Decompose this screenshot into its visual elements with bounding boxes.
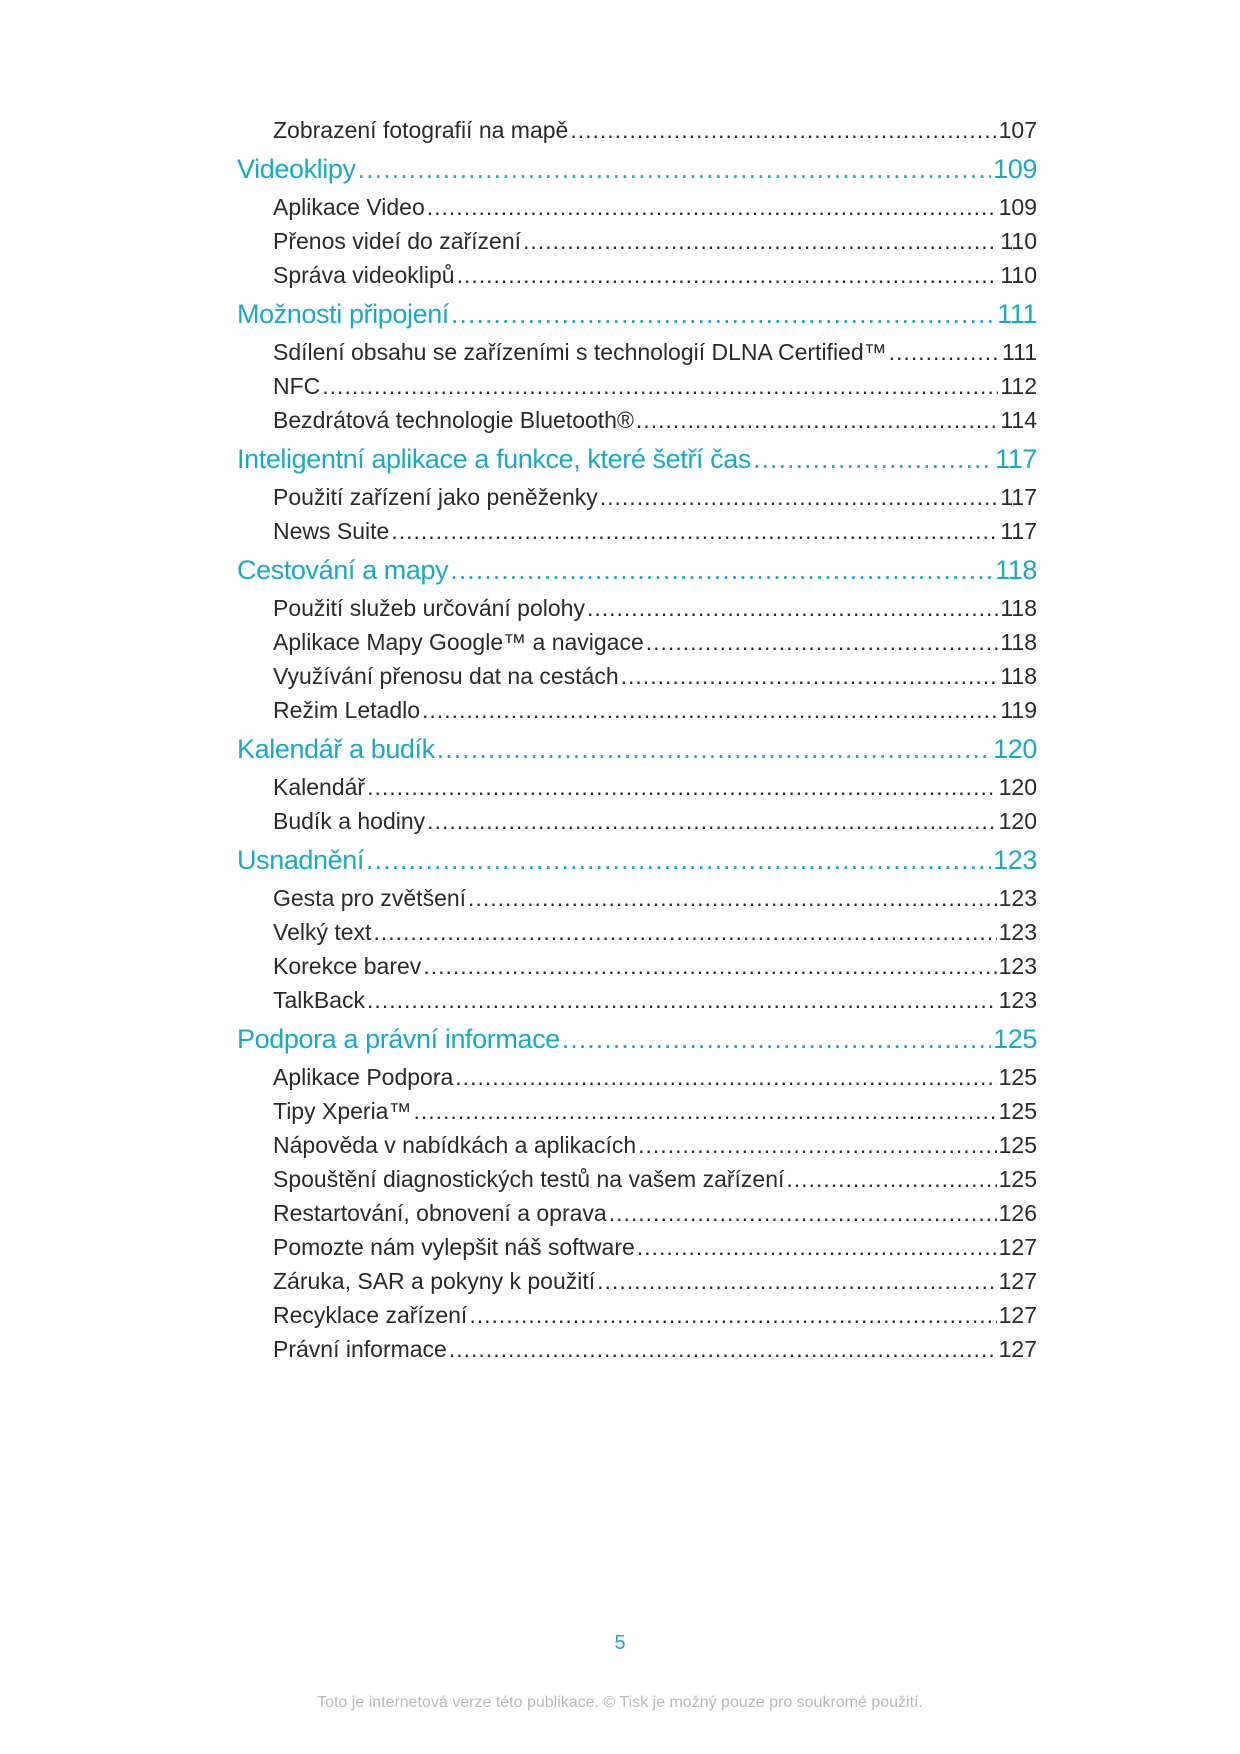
toc-title: Zobrazení fotografií na mapě bbox=[273, 117, 569, 143]
toc-entry[interactable] bbox=[237, 113, 1037, 147]
toc-page-number: 107 bbox=[998, 117, 1037, 143]
toc-entry[interactable] bbox=[237, 983, 1037, 1017]
toc-page-number: 109 bbox=[993, 154, 1037, 184]
toc-title: TalkBack bbox=[273, 987, 366, 1013]
toc-title: Možnosti připojení bbox=[237, 299, 449, 329]
toc-entry[interactable] bbox=[237, 514, 1037, 548]
toc-title: Recyklace zařízení bbox=[273, 1302, 468, 1328]
toc-entry[interactable] bbox=[237, 770, 1037, 804]
toc-title: Použití zařízení jako peněženky bbox=[273, 484, 598, 510]
dot-leader bbox=[523, 224, 998, 258]
toc-page-number: 118 bbox=[1000, 663, 1037, 689]
dot-leader bbox=[889, 335, 1000, 369]
toc-entry[interactable] bbox=[237, 403, 1037, 437]
dot-leader bbox=[413, 1094, 996, 1128]
toc-section-heading[interactable] bbox=[237, 148, 1037, 190]
toc-title: Inteligentní aplikace a funkce, které šetří čas bbox=[237, 444, 751, 474]
toc-title: Použití služeb určování polohy bbox=[273, 595, 585, 621]
toc-page-number: 126 bbox=[998, 1200, 1037, 1226]
toc-entry[interactable] bbox=[237, 1094, 1037, 1128]
toc-page-number: 125 bbox=[998, 1166, 1037, 1192]
toc-page-number: 125 bbox=[998, 1098, 1037, 1124]
toc-title: Gesta pro zvětšení bbox=[273, 885, 467, 911]
dot-leader bbox=[423, 949, 996, 983]
dot-leader bbox=[455, 1060, 996, 1094]
toc-title: Režim Letadlo bbox=[273, 697, 421, 723]
toc-page-number: 127 bbox=[998, 1302, 1037, 1328]
toc-title: Právní informace bbox=[273, 1336, 447, 1362]
toc-title: Velký text bbox=[273, 919, 372, 945]
dot-leader bbox=[636, 403, 998, 437]
toc-section-heading[interactable] bbox=[237, 839, 1037, 881]
dot-leader bbox=[600, 480, 999, 514]
toc-entry[interactable] bbox=[237, 591, 1037, 625]
toc-title: Aplikace Mapy Google™ a navigace bbox=[273, 629, 644, 655]
toc-page-number: 125 bbox=[998, 1064, 1037, 1090]
dot-leader bbox=[451, 293, 995, 335]
toc-entry[interactable] bbox=[237, 1264, 1037, 1298]
dot-leader bbox=[457, 258, 999, 292]
toc-page-number: 118 bbox=[1000, 629, 1037, 655]
toc-entry[interactable] bbox=[237, 659, 1037, 693]
dot-leader bbox=[786, 1162, 996, 1196]
dot-leader bbox=[587, 591, 998, 625]
toc-entry[interactable] bbox=[237, 1332, 1037, 1366]
toc-title: Restartování, obnovení a oprava bbox=[273, 1200, 607, 1226]
toc-page-number: 125 bbox=[998, 1132, 1037, 1158]
toc-page-number: 123 bbox=[998, 885, 1037, 911]
toc-page-number: 119 bbox=[1000, 697, 1037, 723]
toc-entry[interactable] bbox=[237, 949, 1037, 983]
toc-title: Cestování a mapy bbox=[237, 555, 449, 585]
toc-page-number: 109 bbox=[998, 194, 1037, 220]
toc-page-number: 125 bbox=[993, 1024, 1037, 1054]
toc-page-number: 120 bbox=[998, 774, 1037, 800]
dot-leader bbox=[638, 1128, 996, 1162]
dot-leader bbox=[469, 1298, 996, 1332]
table-of-contents bbox=[237, 113, 1037, 1366]
toc-section-heading[interactable] bbox=[237, 438, 1037, 480]
dot-leader bbox=[437, 728, 991, 770]
toc-title: Korekce barev bbox=[273, 953, 422, 979]
toc-title: Kalendář a budík bbox=[237, 734, 435, 764]
dot-leader bbox=[358, 148, 992, 190]
toc-entry[interactable] bbox=[237, 881, 1037, 915]
toc-page-number: 123 bbox=[998, 987, 1037, 1013]
toc-title: Budík a hodiny bbox=[273, 808, 426, 834]
dot-leader bbox=[422, 693, 998, 727]
dot-leader bbox=[449, 1332, 997, 1366]
toc-entry[interactable] bbox=[237, 1230, 1037, 1264]
toc-title: Správa videoklipů bbox=[273, 262, 455, 288]
toc-title: Tipy Xperia™ bbox=[273, 1098, 412, 1124]
toc-page-number: 117 bbox=[1000, 484, 1037, 510]
toc-title: Aplikace Podpora bbox=[273, 1064, 454, 1090]
toc-page-number: 123 bbox=[998, 919, 1037, 945]
toc-page-number: 110 bbox=[1000, 228, 1037, 254]
toc-page-number: 118 bbox=[995, 555, 1037, 585]
toc-page-number: 118 bbox=[1000, 595, 1037, 621]
dot-leader bbox=[322, 369, 998, 403]
toc-page-number: 110 bbox=[1000, 262, 1037, 288]
toc-title: Nápověda v nabídkách a aplikacích bbox=[273, 1132, 637, 1158]
toc-page-number: 123 bbox=[993, 845, 1037, 875]
toc-title: NFC bbox=[273, 373, 321, 399]
toc-title: News Suite bbox=[273, 518, 390, 544]
dot-leader bbox=[450, 549, 993, 591]
toc-entry[interactable] bbox=[237, 369, 1037, 403]
toc-title: Sdílení obsahu se zařízeními s technologií DLNA Certified™ bbox=[273, 339, 887, 365]
footer-notice: Toto je internetová verze této publikace. © Tisk je možný pouze pro soukromé použití. bbox=[317, 1694, 923, 1711]
toc-page-number: 117 bbox=[995, 444, 1037, 474]
dot-leader bbox=[646, 625, 999, 659]
dot-leader bbox=[570, 113, 996, 147]
dot-leader bbox=[621, 659, 999, 693]
toc-title: Pomozte nám vylepšit náš software bbox=[273, 1234, 635, 1260]
toc-page-number: 127 bbox=[998, 1268, 1037, 1294]
toc-title: Spouštění diagnostických testů na vašem zařízení bbox=[273, 1166, 785, 1192]
dot-leader bbox=[468, 881, 997, 915]
toc-page-number: 120 bbox=[998, 808, 1037, 834]
page-number: 5 bbox=[614, 1632, 626, 1654]
toc-section-heading[interactable] bbox=[237, 549, 1037, 591]
toc-entry[interactable] bbox=[237, 1128, 1037, 1162]
toc-entry[interactable] bbox=[237, 693, 1037, 727]
toc-page-number: 117 bbox=[1000, 518, 1037, 544]
toc-entry[interactable] bbox=[237, 335, 1037, 369]
dot-leader bbox=[366, 839, 991, 881]
toc-title: Přenos videí do zařízení bbox=[273, 228, 522, 254]
toc-entry[interactable] bbox=[237, 258, 1037, 292]
dot-leader bbox=[427, 190, 997, 224]
dot-leader bbox=[391, 514, 998, 548]
toc-page-number: 120 bbox=[993, 734, 1037, 764]
dot-leader bbox=[597, 1264, 996, 1298]
toc-entry[interactable] bbox=[237, 190, 1037, 224]
toc-section-heading[interactable] bbox=[237, 728, 1037, 770]
toc-entry[interactable] bbox=[237, 224, 1037, 258]
toc-title: Aplikace Video bbox=[273, 194, 425, 220]
dot-leader bbox=[367, 770, 997, 804]
dot-leader bbox=[562, 1018, 991, 1060]
toc-entry[interactable] bbox=[237, 804, 1037, 838]
toc-entry[interactable] bbox=[237, 1196, 1037, 1230]
toc-section-heading[interactable] bbox=[237, 293, 1037, 335]
toc-entry[interactable] bbox=[237, 1060, 1037, 1094]
toc-page-number: 127 bbox=[998, 1234, 1037, 1260]
dot-leader bbox=[427, 804, 996, 838]
toc-title: Podpora a právní informace bbox=[237, 1024, 560, 1054]
toc-title: Videoklipy bbox=[237, 154, 356, 184]
toc-page-number: 112 bbox=[1000, 373, 1037, 399]
toc-title: Bezdrátová technologie Bluetooth® bbox=[273, 407, 634, 433]
toc-page-number: 127 bbox=[998, 1336, 1037, 1362]
dot-leader bbox=[367, 983, 997, 1017]
toc-page-number: 111 bbox=[997, 299, 1037, 329]
toc-title: Využívání přenosu dat na cestách bbox=[273, 663, 619, 689]
toc-title: Záruka, SAR a pokyny k použití bbox=[273, 1268, 596, 1294]
dot-leader bbox=[373, 915, 996, 949]
toc-page-number: 123 bbox=[998, 953, 1037, 979]
toc-title: Kalendář bbox=[273, 774, 366, 800]
toc-entry[interactable] bbox=[237, 1298, 1037, 1332]
toc-entry[interactable] bbox=[237, 915, 1037, 949]
toc-title: Usnadnění bbox=[237, 845, 364, 875]
toc-page-number: 111 bbox=[1002, 339, 1037, 365]
dot-leader bbox=[609, 1196, 997, 1230]
toc-page-number: 114 bbox=[1000, 407, 1037, 433]
dot-leader bbox=[637, 1230, 997, 1264]
dot-leader bbox=[753, 438, 993, 480]
toc-entry[interactable] bbox=[237, 1162, 1037, 1196]
toc-section-heading[interactable] bbox=[237, 1018, 1037, 1060]
toc-entry[interactable] bbox=[237, 625, 1037, 659]
toc-entry[interactable] bbox=[237, 480, 1037, 514]
